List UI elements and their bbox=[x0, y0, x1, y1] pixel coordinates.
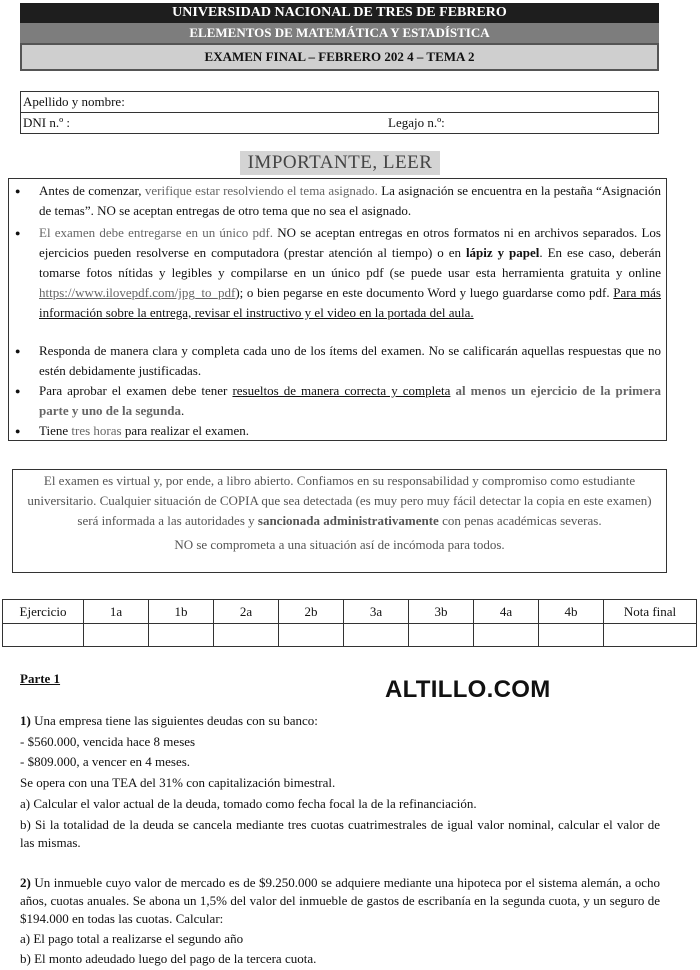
notice-warning: NO se comprometa a una situación así de incómoda para todos. bbox=[174, 537, 505, 552]
table-header-cell: 1a bbox=[84, 600, 149, 624]
university-title: UNIVERSIDAD NACIONAL DE TRES DE FEBRERO bbox=[20, 3, 659, 23]
instruction-item: ● Responda de manera clara y completa cada uno de los ítems del examen. No se calificarán aquellas respuestas que no estén debidamente justificadas. bbox=[39, 341, 661, 381]
grades-table bbox=[2, 599, 697, 647]
question-2-intro: 2) Un inmueble cuyo valor de mercado es de $9.250.000 se adquiere mediante una hipoteca por el sistema alemán, a ocho años, cuotas anuales. Se abona un 1,5% del valor del inmueble de gastos de escribanía en la segunda cuota, y un seguro de $194.000 en todas las cuotas. Calcular: bbox=[20, 875, 660, 926]
table-header-cell: 3b bbox=[409, 600, 474, 624]
table-header-cell: 3a bbox=[344, 600, 409, 624]
grade-cell[interactable] bbox=[409, 624, 474, 647]
question-1-intro: 1) Una empresa tiene las siguientes deudas con su banco: bbox=[20, 713, 318, 728]
instruction-item: ● Antes de comenzar, verifique estar resolviendo el tema asignado. La asignación se encuentra en la pestaña “Asignación de temas”. NO se aceptan entregas de otro tema que no sea el asignado. bbox=[39, 181, 661, 221]
name-label: Apellido y nombre: bbox=[23, 94, 125, 109]
academic-integrity-notice bbox=[12, 469, 667, 573]
notice-paragraph: El examen es virtual y, por ende, a libro abierto. Confiamos en su responsabilidad y compromiso como estudiante universitario. Cualquier situación de COPIA que sea detectada (es muy pero muy fácil detectar la copia en este examen) será informada a las autoridades y sancionada administrativamente con penas académicas severas. bbox=[27, 473, 652, 528]
question-1-debt-2: - $809.000, a vencer en 4 meses. bbox=[20, 754, 191, 769]
table-row bbox=[3, 624, 697, 647]
question-2-item-b: b) El monto adeudado luego del pago de la tercera cuota. bbox=[20, 951, 317, 966]
table-header-row bbox=[3, 600, 697, 624]
question-2-item-a: a) El pago total a realizarse el segundo año bbox=[20, 931, 244, 946]
course-title: ELEMENTOS DE MATEMÁTICA Y ESTADÍSTICA bbox=[20, 23, 659, 43]
name-row[interactable] bbox=[21, 92, 658, 112]
table-header-cell: 4a bbox=[474, 600, 539, 624]
grade-cell[interactable] bbox=[84, 624, 149, 647]
grade-cell[interactable] bbox=[539, 624, 604, 647]
table-header-cell: 1b bbox=[149, 600, 214, 624]
grade-cell[interactable] bbox=[214, 624, 279, 647]
important-title: IMPORTANTE, LEER bbox=[240, 151, 440, 175]
grade-cell[interactable] bbox=[344, 624, 409, 647]
exam-title: EXAMEN FINAL – FEBRERO 202 4 – TEMA 2 bbox=[20, 43, 659, 71]
table-header-cell: 2a bbox=[214, 600, 279, 624]
part-title: Parte 1 bbox=[20, 671, 61, 686]
grade-cell[interactable] bbox=[604, 624, 697, 647]
question-1-item-b: b) Si la totalidad de la deuda se cancela mediante tres cuotas cuatrimestrales de igual valor nominal, calcular el valor de las mismas. bbox=[20, 817, 660, 850]
instruction-item: ● Para aprobar el examen debe tener resueltos de manera correcta y completa al menos un ejercicio de la primera parte y uno de la segunda. bbox=[39, 381, 661, 421]
student-info-box bbox=[20, 91, 659, 134]
table-header-cell: Ejercicio bbox=[3, 600, 84, 624]
instructions-box bbox=[8, 178, 667, 441]
table-header-cell: 2b bbox=[279, 600, 344, 624]
question-1-rate: Se opera con una TEA del 31% con capitalización bimestral. bbox=[20, 775, 336, 790]
legajo-label: Legajo n.º: bbox=[388, 115, 445, 130]
instruction-item: ● Tiene tres horas para realizar el examen. bbox=[39, 421, 661, 441]
question-1-debt-1: - $560.000, vencida hace 8 meses bbox=[20, 734, 196, 749]
question-1-item-a: a) Calcular el valor actual de la deuda, tomado como fecha focal la de la refinanciación. bbox=[20, 796, 477, 811]
grade-cell[interactable] bbox=[279, 624, 344, 647]
dni-label: DNI n.º : bbox=[23, 115, 70, 130]
ilovepdf-link[interactable]: https://www.ilovepdf.com/jpg_to_pdf bbox=[39, 285, 236, 300]
grade-cell[interactable] bbox=[474, 624, 539, 647]
grade-cell[interactable] bbox=[149, 624, 214, 647]
grade-cell[interactable] bbox=[3, 624, 84, 647]
watermark: ALTILLO.COM bbox=[385, 676, 551, 703]
instruction-item: ● El examen debe entregarse en un único pdf. NO se aceptan entregas en otros formatos ni en archivos separados. Los ejercicios pueden resolverse en computadora (prestar atención al tiempo) o en lápiz y papel. En ese caso, deberán tomarse fotos nítidas y legibles y compilarse en un único pdf (se puede usar esta herramienta gratuita y online https://www.ilovepdf.com/jpg_to_pdf); o bien pegarse en este documento Word y luego guardarse como pdf. Para más información sobre la entrega, revisar el instructivo y el video en la portada del aula. bbox=[39, 223, 661, 323]
id-row[interactable] bbox=[21, 112, 658, 133]
table-header-cell: 4b bbox=[539, 600, 604, 624]
table-header-cell: Nota final bbox=[604, 600, 697, 624]
